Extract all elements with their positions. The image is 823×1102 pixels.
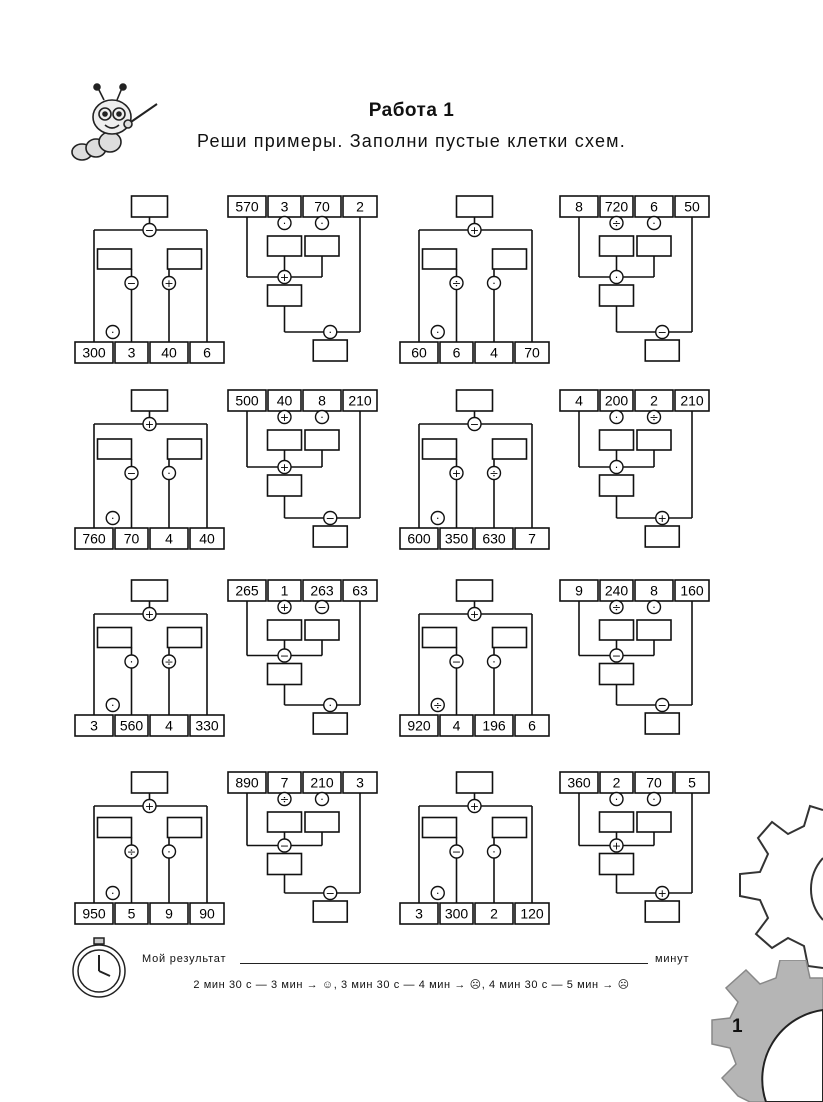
operation-symbol: ÷	[433, 699, 443, 713]
calculation-scheme	[560, 772, 709, 922]
calculation-scheme	[75, 196, 224, 363]
answer-cell[interactable]	[423, 249, 457, 269]
answer-cell[interactable]	[600, 664, 634, 685]
number-value: 63	[352, 582, 368, 599]
answer-cell[interactable]	[132, 196, 168, 217]
number-value: 6	[528, 717, 536, 734]
operation-symbol: +	[469, 608, 480, 622]
number-value: 40	[276, 392, 293, 409]
answer-cell[interactable]	[98, 628, 132, 648]
operation-symbol: ·	[111, 887, 115, 901]
number-value: 70	[524, 344, 540, 361]
answer-cell[interactable]	[600, 475, 634, 496]
answer-cell[interactable]	[268, 236, 302, 256]
number-value: 2	[356, 198, 364, 215]
number-value: 8	[575, 198, 583, 215]
number-value: 1	[280, 582, 289, 599]
answer-cell[interactable]	[423, 818, 457, 838]
answer-cell[interactable]	[268, 430, 302, 450]
timing-scale: 2 мин 30 с — 3 мин → ☺, 3 мин 30 с — 4 мин → ☹, 4 мин 30 с — 5 мин → ☹	[193, 979, 630, 991]
operation-symbol: ·	[614, 271, 619, 285]
answer-cell[interactable]	[305, 236, 339, 256]
answer-cell[interactable]	[493, 628, 527, 648]
operation-symbol: ·	[652, 217, 656, 231]
answer-cell[interactable]	[313, 713, 347, 734]
number-value: 8	[318, 392, 326, 409]
answer-cell[interactable]	[313, 901, 347, 922]
number-value: 6	[452, 344, 461, 361]
answer-cell[interactable]	[313, 526, 347, 547]
operation-symbol: ·	[328, 326, 332, 340]
calculation-scheme	[228, 390, 377, 547]
instruction-text: Реши примеры. Заполни пустые клетки схем.	[197, 131, 626, 151]
answer-cell[interactable]	[493, 439, 527, 459]
calculation-scheme	[75, 772, 224, 924]
operation-symbol: ·	[320, 793, 324, 807]
operation-symbol: +	[279, 461, 290, 475]
number-value: 3	[127, 344, 136, 361]
calculation-scheme	[400, 580, 549, 736]
answer-cell[interactable]	[637, 430, 671, 450]
page-number: 1	[732, 1016, 743, 1037]
operation-symbol: −	[279, 649, 290, 663]
operation-symbol: −	[279, 839, 290, 853]
number-value: 300	[444, 905, 469, 922]
number-value: 600	[407, 530, 431, 547]
answer-cell[interactable]	[493, 818, 527, 838]
operation-symbol: +	[469, 800, 480, 814]
operation-symbol: ·	[614, 461, 619, 475]
operation-symbol: −	[317, 601, 327, 615]
number-value: 8	[650, 582, 658, 599]
number-value: 6	[203, 344, 211, 361]
number-value: 60	[411, 344, 427, 361]
answer-cell[interactable]	[305, 812, 339, 832]
number-value: 50	[684, 198, 700, 215]
number-value: 2	[650, 392, 658, 409]
number-value: 200	[604, 392, 629, 409]
operation-symbol: ·	[167, 845, 171, 859]
answer-cell[interactable]	[423, 439, 457, 459]
number-value: 3	[356, 774, 364, 791]
answer-cell[interactable]	[168, 628, 202, 648]
operation-symbol: ÷	[489, 467, 499, 481]
operation-symbol: ·	[436, 326, 440, 340]
number-value: 210	[680, 392, 704, 409]
operation-symbol: ·	[652, 601, 656, 615]
answer-cell[interactable]	[168, 249, 202, 269]
number-value: 5	[127, 905, 136, 922]
number-value: 350	[444, 530, 469, 547]
calculation-scheme	[400, 196, 549, 363]
operation-symbol: −	[611, 649, 622, 663]
page-title: Работа 1	[368, 100, 455, 121]
operation-symbol: −	[469, 418, 480, 432]
calculation-scheme	[560, 196, 709, 361]
answer-cell[interactable]	[132, 580, 168, 601]
operation-symbol: +	[164, 277, 174, 291]
answer-cell[interactable]	[313, 340, 347, 361]
number-value: 7	[280, 774, 289, 791]
operation-symbol: ·	[111, 326, 115, 340]
answer-cell[interactable]	[600, 430, 634, 450]
calculation-scheme	[75, 390, 224, 549]
operation-symbol: ÷	[451, 277, 462, 291]
calculation-scheme	[560, 390, 709, 547]
answer-cell[interactable]	[168, 439, 202, 459]
number-value: 263	[310, 582, 334, 599]
answer-cell[interactable]	[600, 236, 634, 256]
operation-symbol: ·	[167, 467, 171, 481]
answer-cell[interactable]	[132, 772, 168, 793]
answer-cell[interactable]	[268, 664, 302, 685]
operation-symbol: −	[126, 277, 137, 291]
answer-cell[interactable]	[268, 812, 302, 832]
number-value: 3	[90, 717, 98, 734]
answer-cell[interactable]	[268, 620, 302, 640]
answer-cell[interactable]	[305, 430, 339, 450]
number-value: 920	[407, 717, 431, 734]
answer-cell[interactable]	[305, 620, 339, 640]
answer-cell[interactable]	[637, 812, 671, 832]
answer-cell[interactable]	[637, 620, 671, 640]
operation-symbol: ÷	[649, 411, 659, 425]
number-value: 9	[575, 582, 583, 599]
number-value: 500	[235, 392, 259, 409]
answer-cell[interactable]	[268, 854, 302, 875]
answer-cell[interactable]	[645, 901, 679, 922]
operation-symbol: ·	[111, 699, 115, 713]
calculation-scheme	[228, 580, 377, 734]
answer-cell[interactable]	[457, 772, 493, 793]
number-value: 950	[82, 905, 106, 922]
operation-symbol: ·	[436, 512, 440, 526]
number-value: 120	[520, 905, 544, 922]
operation-symbol: +	[144, 800, 155, 814]
answer-cell[interactable]	[168, 818, 202, 838]
number-value: 2	[490, 905, 498, 922]
answer-cell[interactable]	[645, 526, 679, 547]
operation-symbol: ·	[492, 277, 496, 291]
number-value: 4	[165, 530, 173, 547]
operation-symbol: ·	[282, 217, 287, 231]
number-value: 40	[199, 530, 215, 547]
number-value: 7	[528, 530, 536, 547]
operation-symbol: +	[279, 271, 290, 285]
calculation-scheme	[400, 390, 549, 549]
operation-symbol: ·	[436, 887, 440, 901]
answer-cell[interactable]	[268, 285, 302, 306]
operation-symbol: ·	[652, 793, 656, 807]
number-value: 210	[310, 774, 334, 791]
number-value: 160	[680, 582, 704, 599]
number-value: 330	[195, 717, 219, 734]
number-value: 196	[482, 717, 506, 734]
calculation-scheme	[560, 580, 709, 734]
operation-symbol: ·	[320, 411, 324, 425]
answer-cell[interactable]	[637, 236, 671, 256]
operation-symbol: −	[126, 467, 137, 481]
number-value: 240	[604, 582, 629, 599]
number-value: 40	[161, 344, 177, 361]
number-value: 4	[452, 717, 461, 734]
number-value: 4	[165, 717, 173, 734]
answer-cell[interactable]	[457, 580, 493, 601]
number-value: 3	[280, 198, 289, 215]
number-value: 760	[82, 530, 106, 547]
operation-symbol: ÷	[126, 845, 137, 859]
answer-cell[interactable]	[600, 285, 634, 306]
number-value: 6	[650, 198, 658, 215]
number-value: 3	[415, 905, 423, 922]
answer-cell[interactable]	[423, 628, 457, 648]
number-value: 2	[612, 774, 621, 791]
number-value: 70	[646, 774, 662, 791]
answer-cell[interactable]	[98, 439, 132, 459]
answer-cell[interactable]	[600, 854, 634, 875]
operation-symbol: −	[657, 699, 667, 713]
answer-cell[interactable]	[493, 249, 527, 269]
result-input-line[interactable]	[240, 963, 648, 964]
calculation-scheme	[75, 580, 224, 736]
number-value: 70	[314, 198, 330, 215]
number-value: 90	[199, 905, 215, 922]
result-label: Мой результат	[142, 953, 227, 965]
answer-cell[interactable]	[98, 818, 132, 838]
number-value: 70	[123, 530, 140, 547]
operation-symbol: ·	[492, 845, 496, 859]
operation-symbol: −	[325, 887, 335, 901]
number-value: 265	[235, 582, 259, 599]
number-value: 890	[235, 774, 259, 791]
operation-symbol: +	[144, 608, 155, 622]
number-value: 570	[235, 198, 259, 215]
number-value: 5	[688, 774, 696, 791]
operation-symbol: −	[325, 512, 335, 526]
calculation-scheme	[228, 772, 377, 922]
calculation-scheme	[228, 196, 377, 361]
operation-symbol: +	[469, 224, 480, 238]
operation-symbol: ·	[320, 217, 324, 231]
operation-symbol: +	[279, 411, 290, 425]
answer-cell[interactable]	[600, 620, 634, 640]
answer-cell[interactable]	[132, 390, 168, 411]
result-unit: минут	[655, 953, 690, 965]
answer-cell[interactable]	[268, 475, 302, 496]
calculation-scheme	[400, 772, 549, 924]
operation-symbol: ·	[111, 512, 115, 526]
operation-symbol: ÷	[164, 655, 174, 669]
operation-symbol: −	[451, 655, 462, 669]
operation-symbol: −	[144, 224, 155, 238]
number-value: 360	[567, 774, 591, 791]
operation-symbol: ·	[328, 699, 332, 713]
number-value: 4	[575, 392, 583, 409]
operation-symbol: ÷	[279, 793, 290, 807]
operation-symbol: ·	[614, 793, 619, 807]
answer-cell[interactable]	[457, 390, 493, 411]
answer-cell[interactable]	[457, 196, 493, 217]
number-value: 630	[482, 530, 506, 547]
answer-cell[interactable]	[645, 713, 679, 734]
answer-cell[interactable]	[98, 249, 132, 269]
number-value: 720	[604, 198, 629, 215]
number-value: 4	[490, 344, 498, 361]
number-value: 9	[165, 905, 173, 922]
number-value: 560	[119, 717, 144, 734]
answer-cell[interactable]	[645, 340, 679, 361]
answer-cell[interactable]	[600, 812, 634, 832]
operation-symbol: +	[657, 512, 667, 526]
operation-symbol: ·	[492, 655, 496, 669]
operation-symbol: +	[451, 467, 462, 481]
operation-symbol: +	[279, 601, 290, 615]
operation-symbol: ÷	[611, 217, 622, 231]
operation-symbol: ·	[614, 411, 619, 425]
number-value: 300	[82, 344, 106, 361]
number-value: 210	[348, 392, 372, 409]
operation-symbol: −	[451, 845, 462, 859]
operation-symbol: ÷	[611, 601, 622, 615]
operation-symbol: +	[611, 839, 622, 853]
operation-symbol: ·	[129, 655, 134, 669]
operation-symbol: +	[657, 887, 667, 901]
operation-symbol: +	[144, 418, 155, 432]
operation-symbol: −	[657, 326, 667, 340]
